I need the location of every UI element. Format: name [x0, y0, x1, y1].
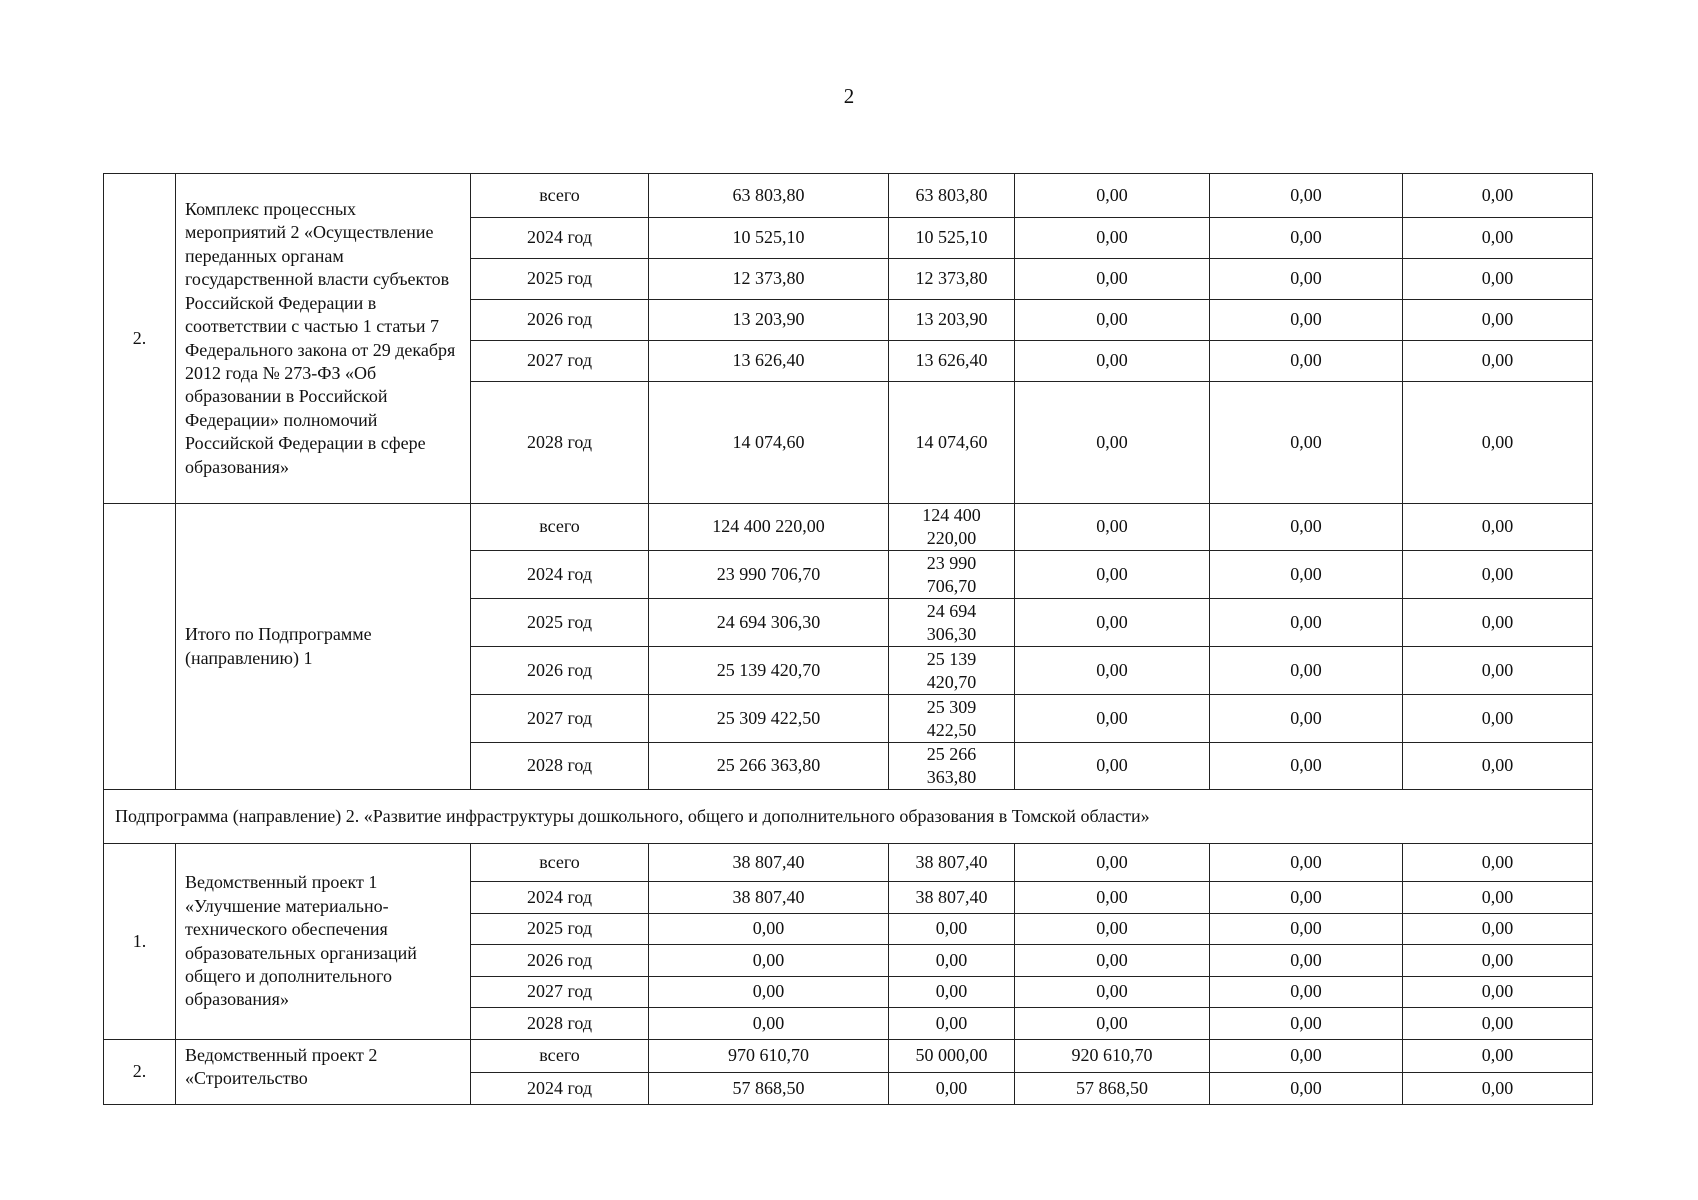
- other-funds-cell: 0,00: [1403, 300, 1593, 341]
- local-funds-cell: 0,00: [1210, 1008, 1403, 1040]
- local-funds-cell: 0,00: [1210, 551, 1403, 599]
- total-cell: 25 139 420,70: [649, 647, 889, 695]
- total-cell: 0,00: [649, 1008, 889, 1040]
- total-cell: 0,00: [649, 914, 889, 945]
- regional-funds-cell: 0,00: [1015, 945, 1210, 977]
- other-funds-cell: 0,00: [1403, 551, 1593, 599]
- federal-funds-cell: [889, 695, 1015, 743]
- period-cell: 2024 год: [471, 218, 649, 259]
- period-cell: 2025 год: [471, 599, 649, 647]
- local-funds-cell: 0,00: [1210, 504, 1403, 551]
- other-funds-cell: 0,00: [1403, 1008, 1593, 1040]
- regional-funds-cell: 0,00: [1015, 551, 1210, 599]
- total-cell: 0,00: [649, 945, 889, 977]
- period-cell: всего: [471, 174, 649, 218]
- federal-funds-cell: [889, 743, 1015, 790]
- total-cell: 25 309 422,50: [649, 695, 889, 743]
- period-cell: 2024 год: [471, 551, 649, 599]
- period-cell: 2026 год: [471, 945, 649, 977]
- period-cell: 2028 год: [471, 382, 649, 504]
- federal-funds-line1: 23 990: [926, 552, 977, 573]
- period-cell: всего: [471, 1040, 649, 1073]
- total-cell: 0,00: [649, 977, 889, 1008]
- federal-funds-line1: 25 266: [926, 744, 977, 764]
- local-funds-cell: 0,00: [1210, 599, 1403, 647]
- regional-funds-cell: 0,00: [1015, 300, 1210, 341]
- local-funds-cell: 0,00: [1210, 977, 1403, 1008]
- period-cell: всего: [471, 844, 649, 882]
- total-cell: 10 525,10: [649, 218, 889, 259]
- section-row: [104, 790, 1593, 844]
- federal-funds-cell: [889, 599, 1015, 647]
- total-cell: 24 694 306,30: [649, 599, 889, 647]
- federal-funds-cell: 12 373,80: [889, 259, 1015, 300]
- other-funds-cell: 0,00: [1403, 1073, 1593, 1105]
- regional-funds-cell: 0,00: [1015, 1008, 1210, 1040]
- row-number: [104, 504, 176, 790]
- federal-funds-cell: 13 203,90: [889, 300, 1015, 341]
- regional-funds-cell: 0,00: [1015, 977, 1210, 1008]
- total-cell: 63 803,80: [649, 174, 889, 218]
- total-cell: 25 266 363,80: [649, 743, 889, 790]
- total-cell: 13 626,40: [649, 341, 889, 382]
- row-number: 1.: [104, 844, 176, 1040]
- local-funds-cell: 0,00: [1210, 743, 1403, 790]
- other-funds-cell: 0,00: [1403, 914, 1593, 945]
- other-funds-cell: 0,00: [1403, 599, 1593, 647]
- period-cell: 2025 год: [471, 259, 649, 300]
- other-funds-cell: 0,00: [1403, 259, 1593, 300]
- other-funds-cell: 0,00: [1403, 504, 1593, 551]
- period-cell: 2026 год: [471, 300, 649, 341]
- regional-funds-cell: 0,00: [1015, 174, 1210, 218]
- local-funds-cell: 0,00: [1210, 844, 1403, 882]
- period-cell: 2028 год: [471, 1008, 649, 1040]
- other-funds-cell: 0,00: [1403, 382, 1593, 504]
- total-cell: 38 807,40: [649, 882, 889, 914]
- other-funds-cell: 0,00: [1403, 647, 1593, 695]
- local-funds-cell: 0,00: [1210, 945, 1403, 977]
- total-cell: 23 990 706,70: [649, 551, 889, 599]
- federal-funds-cell: 0,00: [889, 1073, 1015, 1105]
- federal-funds-cell: 0,00: [889, 1008, 1015, 1040]
- federal-funds-cell: 0,00: [889, 977, 1015, 1008]
- federal-funds-cell: 0,00: [889, 914, 1015, 945]
- federal-funds-line1: 25 309: [926, 696, 977, 717]
- page-number: 2: [843, 84, 855, 108]
- federal-funds-line2: 420,70: [926, 671, 977, 692]
- local-funds-cell: 0,00: [1210, 882, 1403, 914]
- total-cell: 57 868,50: [649, 1073, 889, 1105]
- other-funds-cell: 0,00: [1403, 977, 1593, 1008]
- regional-funds-cell: 0,00: [1015, 914, 1210, 945]
- other-funds-cell: 0,00: [1403, 743, 1593, 790]
- regional-funds-cell: 0,00: [1015, 218, 1210, 259]
- period-cell: 2026 год: [471, 647, 649, 695]
- federal-funds-line2: 306,30: [926, 623, 977, 644]
- regional-funds-cell: 0,00: [1015, 599, 1210, 647]
- period-cell: 2027 год: [471, 341, 649, 382]
- regional-funds-cell: 57 868,50: [1015, 1073, 1210, 1105]
- federal-funds-line1: 25 139: [926, 648, 977, 669]
- program-name: Комплекс процессных мероприятий 2 «Осуществление переданных органам государственной власти субъектов Российской Федерации в соответствии с частью 1 статьи 7 Федерального закона от 29 декабря 2012 года № 273-ФЗ «Об образовании в Российской Федерации» полномочий Российской Федерации в сфере образования»: [176, 174, 471, 504]
- federal-funds-line2: 220,00: [926, 528, 977, 548]
- total-cell: 124 400 220,00: [649, 504, 889, 551]
- federal-funds-cell: 14 074,60: [889, 382, 1015, 504]
- regional-funds-cell: 0,00: [1015, 341, 1210, 382]
- federal-funds-line2: 422,50: [926, 719, 977, 740]
- other-funds-cell: 0,00: [1403, 341, 1593, 382]
- federal-funds-cell: 0,00: [889, 945, 1015, 977]
- regional-funds-cell: 0,00: [1015, 382, 1210, 504]
- row-number: 2.: [104, 1040, 176, 1105]
- total-cell: 12 373,80: [649, 259, 889, 300]
- federal-funds-cell: [889, 504, 1015, 551]
- total-cell: 13 203,90: [649, 300, 889, 341]
- local-funds-cell: 0,00: [1210, 382, 1403, 504]
- local-funds-cell: 0,00: [1210, 647, 1403, 695]
- table-row: [104, 1040, 1593, 1073]
- program-name: Итого по Подпрограмме (направлению) 1: [176, 504, 471, 790]
- regional-funds-cell: 0,00: [1015, 647, 1210, 695]
- program-name: Ведомственный проект 1 «Улучшение материально-технического обеспечения образовательных организаций общего и дополнительного образования»: [176, 844, 471, 1040]
- period-cell: 2028 год: [471, 743, 649, 790]
- other-funds-cell: 0,00: [1403, 695, 1593, 743]
- federal-funds-line1: 24 694: [926, 600, 977, 621]
- other-funds-cell: 0,00: [1403, 1040, 1593, 1073]
- local-funds-cell: 0,00: [1210, 218, 1403, 259]
- federal-funds-cell: 50 000,00: [889, 1040, 1015, 1073]
- table-row: [104, 504, 1593, 551]
- period-cell: 2027 год: [471, 977, 649, 1008]
- local-funds-cell: 0,00: [1210, 259, 1403, 300]
- federal-funds-cell: 38 807,40: [889, 882, 1015, 914]
- local-funds-cell: 0,00: [1210, 341, 1403, 382]
- federal-funds-cell: 13 626,40: [889, 341, 1015, 382]
- table-row: [104, 844, 1593, 882]
- regional-funds-cell: 920 610,70: [1015, 1040, 1210, 1073]
- period-cell: всего: [471, 504, 649, 551]
- period-cell: 2025 год: [471, 914, 649, 945]
- row-number: 2.: [104, 174, 176, 504]
- federal-funds-line2: 363,80: [926, 767, 977, 787]
- regional-funds-cell: 0,00: [1015, 743, 1210, 790]
- period-cell: 2027 год: [471, 695, 649, 743]
- table-row: [104, 174, 1593, 218]
- local-funds-cell: 0,00: [1210, 300, 1403, 341]
- federal-funds-line1: 124 400: [922, 505, 981, 525]
- federal-funds-cell: [889, 647, 1015, 695]
- other-funds-cell: 0,00: [1403, 844, 1593, 882]
- other-funds-cell: 0,00: [1403, 882, 1593, 914]
- period-cell: 2024 год: [471, 882, 649, 914]
- other-funds-cell: 0,00: [1403, 174, 1593, 218]
- regional-funds-cell: 0,00: [1015, 259, 1210, 300]
- program-name: Ведомственный проект 2 «Строительство: [176, 1040, 471, 1105]
- regional-funds-cell: 0,00: [1015, 882, 1210, 914]
- regional-funds-cell: 0,00: [1015, 695, 1210, 743]
- local-funds-cell: 0,00: [1210, 695, 1403, 743]
- local-funds-cell: 0,00: [1210, 1040, 1403, 1073]
- local-funds-cell: 0,00: [1210, 174, 1403, 218]
- budget-table: [103, 173, 1593, 1105]
- total-cell: 38 807,40: [649, 844, 889, 882]
- total-cell: 970 610,70: [649, 1040, 889, 1073]
- local-funds-cell: 0,00: [1210, 914, 1403, 945]
- federal-funds-cell: 38 807,40: [889, 844, 1015, 882]
- federal-funds-cell: 10 525,10: [889, 218, 1015, 259]
- total-cell: 14 074,60: [649, 382, 889, 504]
- regional-funds-cell: 0,00: [1015, 844, 1210, 882]
- regional-funds-cell: 0,00: [1015, 504, 1210, 551]
- federal-funds-line2: 706,70: [926, 575, 977, 596]
- federal-funds-cell: 63 803,80: [889, 174, 1015, 218]
- local-funds-cell: 0,00: [1210, 1073, 1403, 1105]
- federal-funds-cell: [889, 551, 1015, 599]
- other-funds-cell: 0,00: [1403, 945, 1593, 977]
- period-cell: 2024 год: [471, 1073, 649, 1105]
- section-title: Подпрограмма (направление) 2. «Развитие инфраструктуры дошкольного, общего и дополнительного образования в Томской области»: [104, 790, 1593, 844]
- other-funds-cell: 0,00: [1403, 218, 1593, 259]
